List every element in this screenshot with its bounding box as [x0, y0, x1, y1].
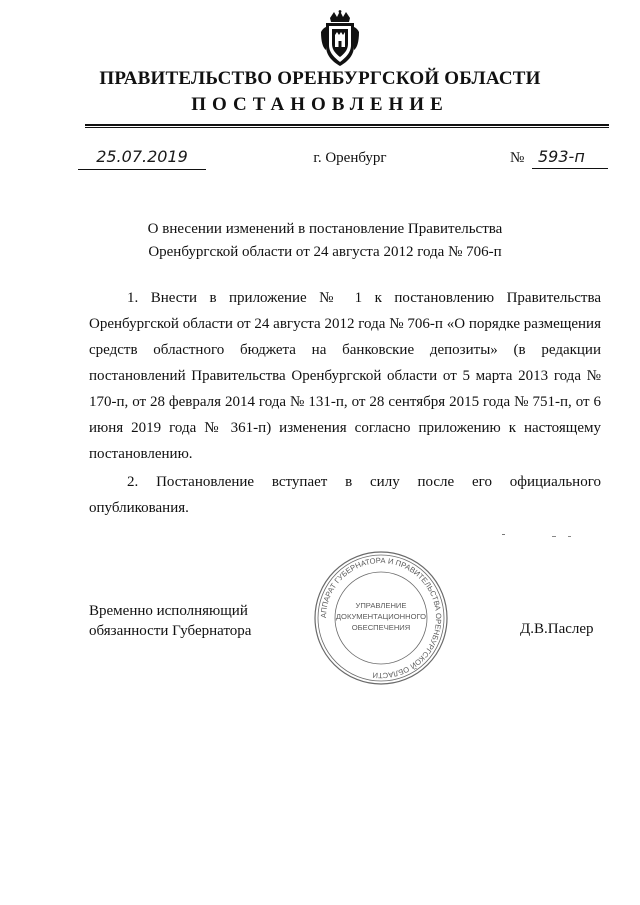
document-number: 593-п — [532, 147, 608, 169]
signer-position — [89, 601, 309, 641]
coat-of-arms-icon — [318, 10, 362, 68]
stamp-center-line-2: ДОКУМЕНТАЦИОННОГО — [335, 612, 427, 621]
document-city: г. Оренбург — [313, 150, 387, 166]
signer-position-line-1: Временно исполняющий — [89, 603, 248, 619]
signer-position-line-2: обязанности Губернатора — [89, 623, 252, 639]
document-type-title: ПОСТАНОВЛЕНИЕ — [191, 94, 449, 115]
signer-name: Д.В.Паслер — [520, 621, 594, 637]
stamp-center-line-3: ОБЕСПЕЧЕНИЯ — [351, 623, 411, 632]
official-stamp — [313, 550, 449, 686]
document-subject — [110, 218, 540, 264]
subject-line-2: Оренбургской области от 24 августа 2012 года № 706-п — [148, 244, 502, 260]
organization-name: ПРАВИТЕЛЬСТВО ОРЕНБУРГСКОЙ ОБЛАСТИ — [99, 68, 541, 89]
scan-specks — [500, 526, 580, 546]
stamp-ring-text: АППАРАТ ГУБЕРНАТОРА И ПРАВИТЕЛЬСТВА ОРЕНБУРГСКОЙ ОБЛАСТИ — [318, 555, 444, 681]
body-paragraph-1: 1. Внести в приложение № 1 к постановлению Правительства Оренбургской области от 24 августа 2012 года № 706-п «О порядке размещения средств областного бюджета на банковские депозиты» (в редакции постановлений Правительства Оренбургской области от 5 марта 2013 года № 170-п, от 28 февраля 2014 года № 131-п, от 28 сентября 2015 года № 751-п, от 6 июня 2019 года № 361-п) изменения согласно приложению к настоящему постановлению. — [89, 290, 601, 462]
stamp-center-line-1: УПРАВЛЕНИЕ — [355, 601, 407, 610]
header-divider-thin — [85, 127, 609, 128]
header-divider — [85, 124, 609, 126]
document-body — [89, 285, 601, 521]
document-number-label: № — [510, 150, 525, 166]
body-paragraph-2: 2. Постановление вступает в силу после его официального опубликования. — [89, 474, 601, 516]
document-date: 25.07.2019 — [78, 147, 206, 170]
subject-line-1: О внесении изменений в постановление Правительства — [147, 221, 503, 237]
